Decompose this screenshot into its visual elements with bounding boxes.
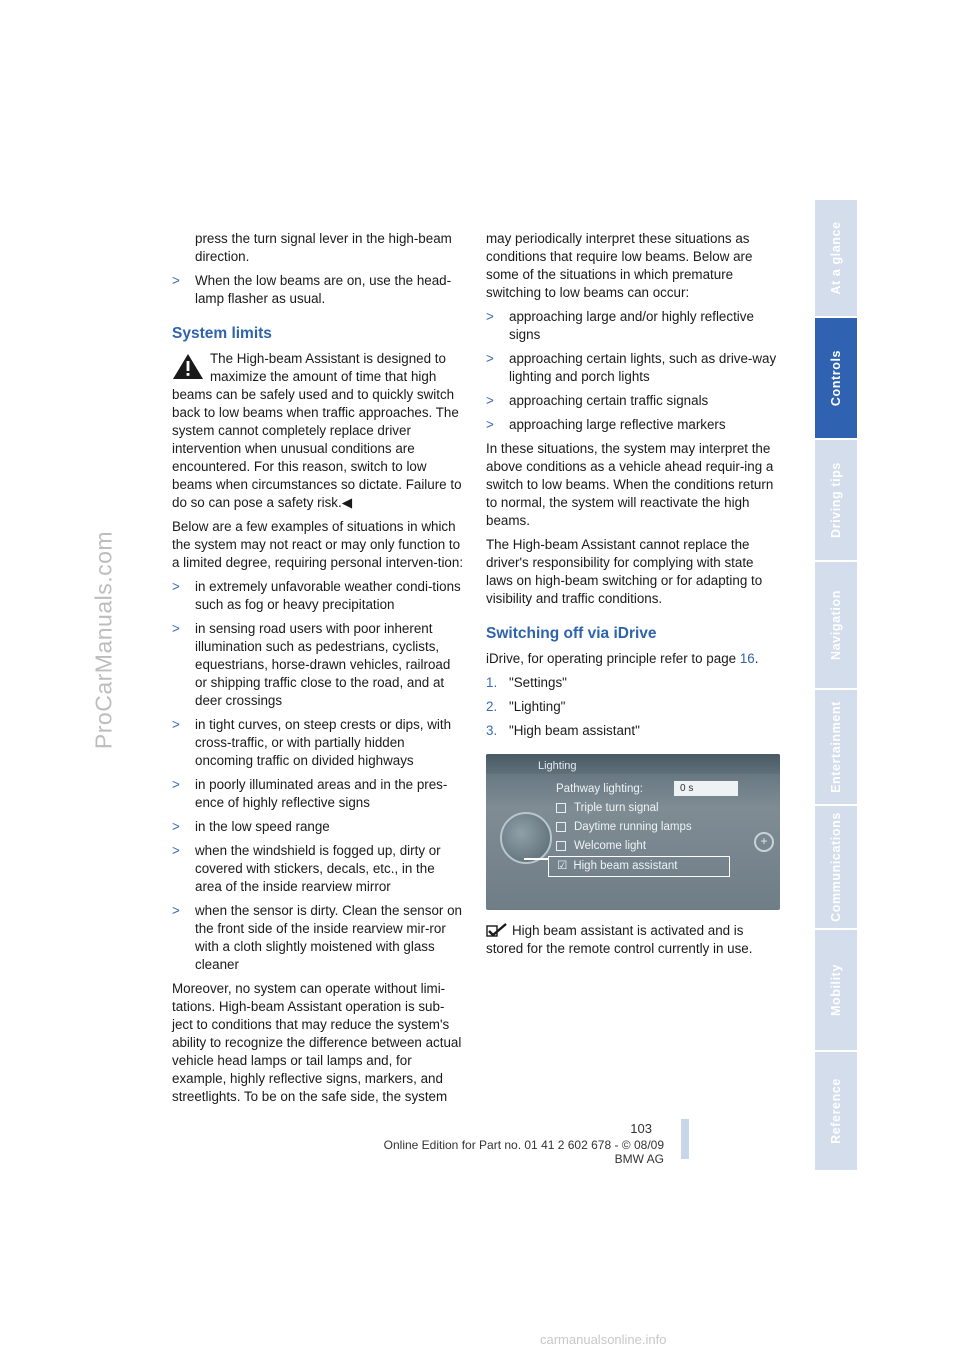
screen-menu <box>548 780 730 877</box>
tab-entertainment[interactable]: Entertainment <box>815 688 857 804</box>
menu-item-pathway-lighting: Pathway lighting: 0 s <box>548 780 730 799</box>
screen-title-bar <box>486 754 780 774</box>
edition-footer: Online Edition for Part no. 01 41 2 602 678 - © 08/09 BMW AG <box>383 1138 664 1166</box>
warning-triangle-icon <box>172 352 204 380</box>
bullet-marker-icon: > <box>172 777 180 792</box>
bullet-marker-icon: > <box>486 309 494 324</box>
bullet-marker-icon: > <box>172 819 180 834</box>
tab-driving-tips[interactable]: Driving tips <box>815 438 857 560</box>
bottom-watermark: carmanualsonline.info <box>540 1332 667 1347</box>
bullet-marker-icon: > <box>486 351 494 366</box>
list-item: > in extremely unfavorable weather condi-tions such as fog or heavy precipitation <box>172 579 461 612</box>
list-item: > in sensing road users with poor inherent illumination such as pedestrians, cyclists, equestrians, horse-drawn vehicles, railroad or shipping traffic close to the road, and at deer crossings <box>172 621 451 708</box>
menu-item-high-beam-assistant: ☑ High beam assistant <box>548 856 730 877</box>
checkmark-icon <box>486 923 508 937</box>
paragraph-responsibility: The High-beam Assistant cannot replace the driver's responsibility for complying with state laws on high-beam switching or for adapting to visibility and traffic conditions. <box>486 537 763 606</box>
list-item: > in poorly illuminated areas and in the pres-ence of highly reflective signs <box>172 777 448 810</box>
footer-marker <box>681 1119 689 1159</box>
tab-at-a-glance[interactable]: At a glance <box>815 198 857 316</box>
idrive-reference: iDrive, for operating principle refer to page 16. <box>486 651 759 666</box>
paragraph-situations: In these situations, the system may interpret the above conditions as a vehicle ahead requir-ing a switch to low beams. When the conditions return to normal, the system will reactivate the high beams. <box>486 441 774 528</box>
tab-navigation[interactable]: Navigation <box>815 560 857 688</box>
menu-item-welcome-light: Welcome light <box>548 837 730 856</box>
selection-leader-line <box>524 858 548 860</box>
left-continuation-text: press the turn signal lever in the high-beam direction. <box>195 231 452 264</box>
bullet-marker-icon: > <box>486 393 494 408</box>
step-item: 1. "Settings" <box>486 675 567 690</box>
right-continuation-text: may periodically interpret these situations as conditions that require low beams. Below are some of the situations in which premature switching to low beams can occur: <box>486 231 753 300</box>
chapter-tabs <box>815 198 857 1170</box>
bullet-marker-icon: > <box>172 903 180 918</box>
list-item: > approaching certain traffic signals <box>486 393 709 408</box>
checked-box-icon: ☑ <box>557 860 568 872</box>
left-column <box>172 230 464 1112</box>
bullet-marker-icon: > <box>172 843 180 858</box>
list-item: > When the low beams are on, use the head-lamp flasher as usual. <box>172 273 452 306</box>
step-item: 2. "Lighting" <box>486 699 566 714</box>
plus-icon: + <box>754 832 774 852</box>
warning-text: The High-beam Assistant is designed to maximize the amount of time that high beams can be safely used and to quickly switch back to low beams when traffic approaches. The system cannot completely replace driver intervention when unusual conditions are encountered. For this reason, switch to low beams when circumstances so dictate. Failure to do so can pose a safety risk.◀ <box>172 351 462 510</box>
bullet-marker-icon: > <box>172 579 180 594</box>
list-item: > when the sensor is dirty. Clean the sensor on the front side of the inside rearview mir-ror with a cloth slightly moistened with glass cleaner <box>172 903 462 972</box>
section-heading-system-limits: System limits <box>172 325 272 342</box>
list-item: > in tight curves, on steep crests or dips, with cross-traffic, or with partially hidden oncoming traffic on divided highways <box>172 717 452 768</box>
pathway-lighting-value: 0 s <box>674 781 738 796</box>
list-item: > when the windshield is fogged up, dirty or covered with stickers, decals, etc., in the area of the inside rearview mirror <box>172 843 441 894</box>
page-number: 103 <box>630 1121 652 1136</box>
tab-communications[interactable]: Communications <box>815 804 857 928</box>
bullet-marker-icon: > <box>486 417 494 432</box>
side-watermark: ProCarManuals.com <box>90 530 117 750</box>
bullet-marker-icon: > <box>172 621 180 636</box>
tab-mobility[interactable]: Mobility <box>815 928 857 1050</box>
closing-paragraph: Moreover, no system can operate without limi-tations. High-beam Assistant operation is sub-ject to conditions that may reduce the system's ability to recognize the difference between actual vehicle head lamps or tail lamps and, for example, highly reflective signs, markers, and streetlights. To be on the safe side, the system <box>172 981 462 1104</box>
screen-title: Lighting <box>538 760 577 772</box>
menu-item-daytime-running-lamps: Daytime running lamps <box>548 818 730 837</box>
bullet-marker-icon: > <box>172 717 180 732</box>
list-item: > in the low speed range <box>172 819 330 834</box>
checkbox-icon <box>556 803 566 813</box>
list-item: > approaching large and/or highly reflective signs <box>486 309 754 342</box>
bullet-marker-icon: > <box>172 273 180 288</box>
checkbox-icon <box>556 841 566 851</box>
step-item: 3. "High beam assistant" <box>486 723 640 738</box>
tab-controls[interactable]: Controls <box>815 316 857 438</box>
controller-knob-icon <box>500 812 552 864</box>
intro-paragraph: Below are a few examples of situations in which the system may not react or may only function to a limited degree, requiring personal interven-tion: <box>172 519 464 570</box>
checkbox-icon <box>556 822 566 832</box>
right-column <box>486 230 780 964</box>
list-item: > approaching certain lights, such as drive-way lighting and porch lights <box>486 351 777 384</box>
warning-block <box>172 350 464 512</box>
menu-item-triple-turn-signal: Triple turn signal <box>548 799 730 818</box>
list-item: > approaching large reflective markers <box>486 417 726 432</box>
page-link[interactable]: 16 <box>739 651 755 666</box>
idrive-screenshot <box>486 754 780 910</box>
tab-reference[interactable]: Reference <box>815 1050 857 1170</box>
section-heading-switching-off: Switching off via iDrive <box>486 625 657 642</box>
activated-note: High beam assistant is activated and is stored for the remote control currently in use. <box>486 923 753 956</box>
